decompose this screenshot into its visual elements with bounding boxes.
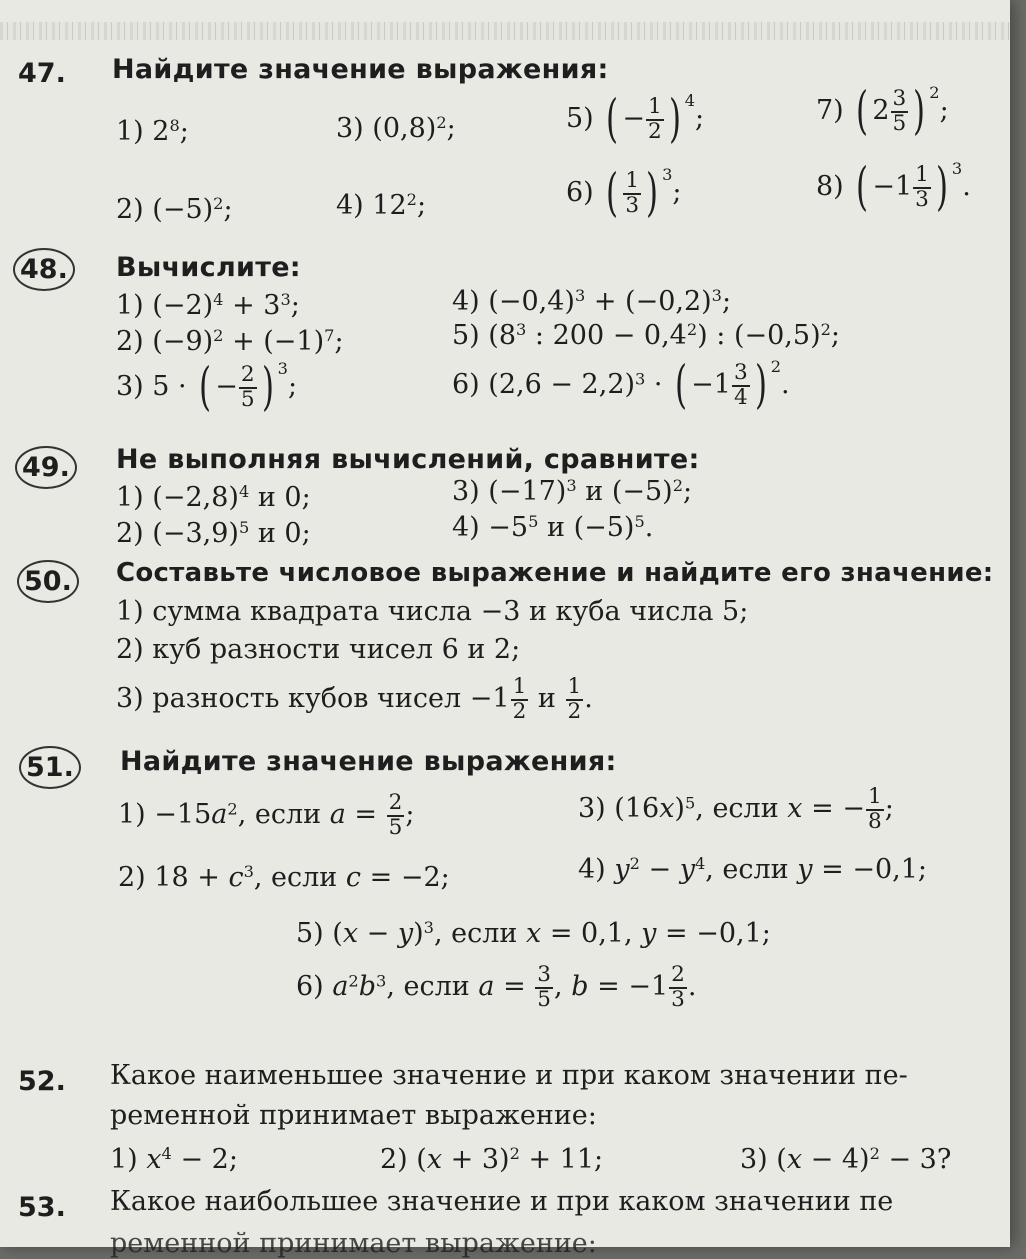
problem-49-number: 49. (22, 452, 77, 483)
problem-52-text-line-1: Какое наименьшее значение и при каком значении пе- (110, 1060, 908, 1091)
problem-47-item-6: 6) ( $\frac{1}{3}$ ) $^3$; (566, 163, 682, 223)
problem-52-item-3: 3) $(x - 4)^2 - 3$? (740, 1144, 952, 1175)
problem-50-item-2: 2) куб разности чисел 6 и 2; (116, 634, 521, 665)
problem-51-item-2: 2) $18 + c^3$, если c = −2; (118, 862, 450, 893)
problem-47-item-2: 2) $(-5)^2$; (116, 194, 233, 225)
problem-48-item-3: 3) 5 · ( − $\frac{2}{5}$ ) $^3$; (116, 357, 298, 417)
problem-49-item-1: 1) $(-2,8)^4$ и 0; (116, 482, 311, 513)
problem-47-item-7: 7) ( 2 $\frac{3}{5}$ ) $^2$; (816, 81, 949, 141)
problem-51-item-6: 6) $a^2b^3$, если a = $\frac{3}{5}$ , b = −1 $\frac{2}{3}$ . (296, 962, 697, 1012)
problem-52-item-1: 1) $x^4 - 2$; (110, 1144, 238, 1175)
problem-50-item-1: 1) сумма квадрата числа −3 и куба числа 5; (116, 596, 749, 627)
problem-48-item-1: 1) $(-2)^4 + 3^3$; (116, 290, 300, 321)
problem-47-number: 47. (18, 58, 66, 89)
problem-48-item-2: 2) $(-9)^2 + (-1)^7$; (116, 326, 344, 357)
problem-49-item-2: 2) $(-3,9)^5$ и 0; (116, 518, 311, 549)
problem-53-number: 53. (18, 1192, 66, 1223)
problem-51-item-5: 5) $(x - y)^3$, если x = 0,1, y = −0,1; (296, 918, 771, 949)
problem-48-title: Вычислите: (116, 252, 301, 283)
problem-48-item-4: 4) $(-0,4)^3 + (-0,2)^3$; (452, 286, 732, 317)
problem-53-text-line-1: Какое наибольшее значение и при каком значении пе (110, 1186, 894, 1217)
problem-50-title: Составьте числовое выражение и найдите его значение: (116, 558, 994, 588)
problem-49-item-4: $4) -5^5$ и $(-5)^5$. (452, 512, 654, 543)
problem-48-item-5: 5) ($8^3$ : $200 - 0,4^2$) : $(-0,5)^2$; (452, 320, 841, 351)
problem-52-text-line-2: ременной принимает выражение: (110, 1100, 597, 1131)
problem-51-item-3: 3) $(16x)^5$, если x = − $\frac{1}{8}$ ; (578, 784, 894, 834)
problem-51-item-1: $1) -15a^2$, если a = $\frac{2}{5}$ ; (118, 790, 415, 840)
problem-52-item-2: 2) $(x + 3)^2 + 11$; (380, 1144, 604, 1175)
problem-48-number: 48. (20, 254, 75, 285)
problem-51-item-4: 4) $y^2 - y^4$, если y = −0,1; (578, 854, 928, 885)
problem-47-item-1: 1) $2^8$; (116, 116, 189, 147)
problem-47-title: Найдите значение выражения: (112, 54, 609, 85)
problem-47-item-8: 8) ( −1 $\frac{1}{3}$ ) $^3$. (816, 157, 971, 217)
problem-49-item-3: 3) $(-17)^3$ и $(-5)^2$; (452, 476, 693, 507)
problem-47-item-4: 4) $12^2$; (336, 190, 427, 221)
problem-47-item-5: 5) ( − $\frac{1}{2}$ ) $^4$; (566, 89, 705, 149)
problem-50-number: 50. (24, 566, 79, 597)
problem-51-number: 51. (26, 752, 81, 783)
problem-47-item-3: 3) $(0,8)^2$; (336, 113, 456, 144)
problem-48-item-6: 6) $(2,6 - 2,2)^3$ · ( −1 $\frac{3}{4}$ ) $^2$. (452, 355, 790, 415)
problem-49-title: Не выполняя вычислений, сравните: (116, 444, 700, 475)
page-top-strip (0, 22, 1010, 40)
problem-51-title: Найдите значение выражения: (120, 746, 617, 777)
problem-52-number: 52. (18, 1066, 66, 1097)
problem-53-text-line-2: ременной принимает выражение: (110, 1228, 597, 1259)
problem-50-item-3: 3) разность кубов чисел −1 $\frac{1}{2}$ и $\frac{1}{2}$ . (116, 674, 593, 724)
